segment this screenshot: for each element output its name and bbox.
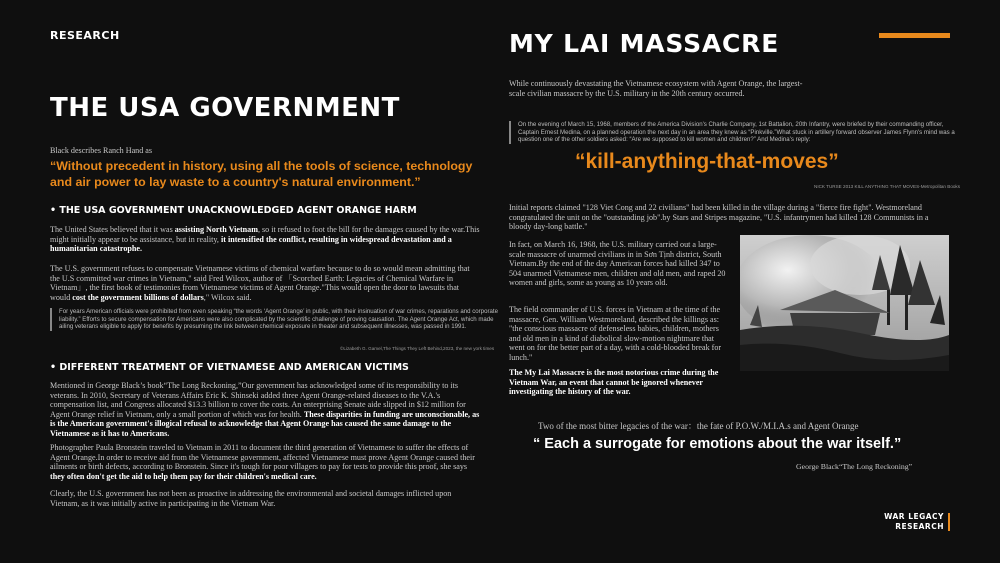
quote-citation: ©Lizabeth G. Gamel,The Things They Left Behind,2023, the new york times	[340, 346, 495, 351]
legacy-quote: “ Each a surrogate for emotions about the war itself.”	[533, 436, 902, 452]
section-heading-unacknowledged-harm: • THE USA GOVERNMENT UNACKNOWLEDGED AGENT ORANGE HARM	[50, 205, 417, 216]
footer-brand	[880, 512, 950, 532]
accent-bar	[879, 33, 950, 38]
page-title: MY LAI MASSACRE	[509, 29, 780, 58]
paragraph-compensation: The U.S. government refuses to compensate Vietnamese victims of chemical warfare because to do so would mean admitting that the U.S committed war crimes in Vietnam," said Fred Wilcox, author of 「Scorched Earth: Legacies of Chemical Warfare in Vietnam」, the first book of testimonies from Vietnamese victims of Agent Orange."This would open the door to lawsuits that would cost the government billions of dollars," Wilcox said.	[50, 264, 470, 302]
big-quote-citation: NICK TURSE 2013 KILL ANYTHING THAT MOVES-Metropolitan Books	[814, 184, 961, 189]
pull-quote-intro: Black describes Ranch Hand as	[50, 146, 153, 155]
section-title-usa-government: THE USA GOVERNMENT	[50, 93, 400, 123]
research-label: RESEARCH	[50, 29, 120, 42]
paragraph-march-16: In fact, on March 16, 1968, the U.S. military carried out a large-scale massacre of unarmed civilians in in Sơn Tịnh district, South Vietnam.By the end of the day American forces had killed 347 to 504 unarmed Vietnamese men, children and old men, and raped 20 women and girls, some as young as 10 years old.	[509, 240, 726, 288]
paragraph-conclusion: Clearly, the U.S. government has not been as proactive in addressing the environmental and societal damages inflicted upon Vietnam, as it was initially active in participating in the Vietnam War.	[50, 489, 452, 508]
massacre-intro: While continuously devastating the Vietnamese ecosystem with Agent Orange, the largest-scale civilian massacre by the U.S. military in the 20th century occurred.	[509, 79, 803, 98]
paragraph-westmoreland: The field commander of U.S. forces in Vietnam at the time of the massacre, Gen. William Westmoreland, described the killings as: "the conscious massacre of defenseless babies, children, mothers and old men in a kind of diabolical slow-motion nightmare that went on for the better part of a day, with a cold-blooded break for lunch."	[509, 305, 722, 362]
paragraph-long-reckoning: Mentioned in George Black’s book“The Long Reckoning,”Our government has acknowledged some of its responsibility to its veterans. In 2010, Secretary of Veterans Affairs Eric K. Shinseki added three Agent Orange-related diseases to the V.A.'s compensation list, and Congress allocated $13.3 billion to cover the costs. An enterprising Senate aide slipped in $12 million for Agent Orange relief in Vietnam, only a small portion of which was for health. These disparities in funding are unconscionable, as is the American government's illogical refusal to acknowledge that Agent Orange has caused the same damage to the Vietnamese as it has to Americans.	[50, 381, 480, 438]
paragraph-notorious-crime: The My Lai Massacre is the most notorious crime during the Vietnam War, an event that cannot be ignored whenever investigating the history of the war.	[509, 368, 719, 397]
big-quote: “kill-anything-that-moves”	[575, 150, 839, 173]
paragraph-initial-reports: Initial reports claimed "128 Viet Cong and 22 civilians" had been killed in the village during a "fierce fire fight". Westmoreland congratulated the unit on the "outstanding job".by Stars and Stripes magazine, "U.S. infantrymen had killed 128 Communists in a bloody day-long battle."	[509, 203, 929, 232]
footer-line-2: RESEARCH	[895, 522, 944, 531]
village-burning-image	[740, 235, 949, 371]
legacy-citation: George Black“The Long Reckoning”	[796, 462, 913, 471]
massacre-photo	[740, 235, 949, 371]
paragraph-bronstein: Photographer Paula Bronstein traveled to Vietnam in 2011 to document the third generation of Vietnamese to suffer the effects of Agent Orange.In order to receive aid from the Vietnamese government, affected Vietnamese must prove Agent Orange caused their ailments or birth defects, according to Bronstein. Since it's tough for poor villagers to pay for tests to provide this proof, she says they often don't get the aid to help them pay for their children's medical care.	[50, 443, 475, 481]
paragraph-assistance: The United States believed that it was assisting North Vietnam, so it refused to foot the bill for the damages caused by the war.This might initially appear to be assistance, but in reality, it intensified the conflict, resulting in widespread devastation and a humanitarian catastrophe.	[50, 225, 480, 254]
footer-accent	[948, 513, 950, 531]
quote-block-briefing: On the evening of March 15, 1968, members of the America Division's Charlie Company, 1st Battalion, 20th Infantry, were briefed by their commanding officer, Captain Ernest Medina, on a planned operation the next day in an area they knew as “Pinkville.”What stuck in artillery forward observer James Flynn's mind was a question one of the other soldiers asked: “Are we supposed to kill women and children?” And Medina's reply:	[509, 121, 958, 144]
section-heading-different-treatment: • DIFFERENT TREATMENT OF VIETNAMESE AND AMERICAN VICTIMS	[50, 362, 409, 373]
pull-quote: “Without precedent in history, using all the tools of science, technology and air power to lay waste to a country's natural environment.”	[50, 159, 473, 189]
quote-block-agent-orange-act: For years American officials were prohibited from even speaking “the words ‘Agent Orange’ in public, with their insinuation of war crimes, reparations and corporate liability.” Efforts to secure compensation for Americans were also complicated by the scientific challenge of proving causation. The Agent Orange Act, which made ailing veterans eligible to apply for benefits by presuming the link between chemical exposure in theater and subsequent illnesses, was passed in 1991.	[50, 308, 499, 331]
legacy-intro: Two of the most bitter legacies of the war：the fate of P.O.W./M.I.A.s and Agent Orange	[538, 421, 859, 431]
footer-line-1: WAR LEGACY	[884, 512, 944, 521]
